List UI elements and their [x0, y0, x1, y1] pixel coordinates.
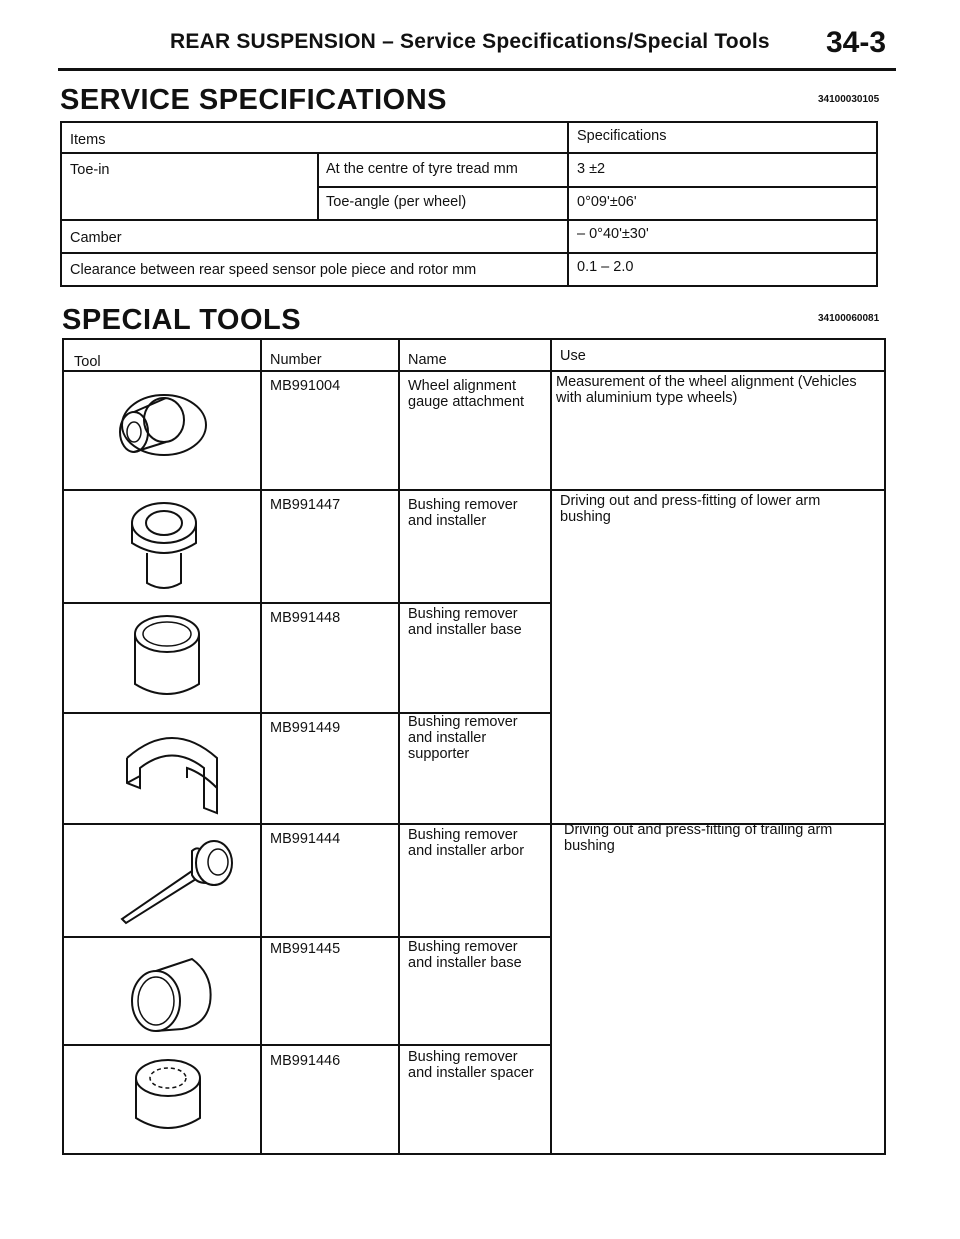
bushing-installer-base-icon — [124, 612, 214, 708]
column-header-number: Number — [270, 352, 322, 368]
spec-item-toe-in: Toe-in — [70, 162, 110, 178]
bushing-installer-supporter-icon — [112, 718, 232, 818]
tool-name: Bushing remover and installer base — [408, 939, 522, 971]
tool-name: Bushing remover and installer supporter — [408, 714, 518, 762]
tool-number: MB991004 — [270, 378, 341, 394]
tool-name: Bushing remover and installer — [408, 497, 518, 529]
spec-sub-item: Toe-angle (per wheel) — [326, 194, 467, 210]
tool-number: MB991444 — [270, 831, 341, 847]
tool-name: Bushing remover and installer spacer — [408, 1049, 534, 1081]
spec-value: – 0°40'±30' — [577, 226, 649, 242]
page-header-title: REAR SUSPENSION – Service Specifications/Special Tools — [170, 30, 770, 53]
tool-name: Wheel alignment gauge attachment — [408, 378, 525, 410]
service-specifications-code: 34100030105 — [818, 94, 880, 105]
tool-name: Bushing remover and installer base — [408, 606, 522, 638]
tool-number: MB991447 — [270, 497, 341, 513]
column-header-items: Items — [70, 132, 106, 148]
page-number: 34-3 — [826, 26, 887, 59]
bushing-installer-base-2-icon — [122, 945, 222, 1041]
wheel-alignment-gauge-attachment-icon — [104, 380, 214, 480]
bushing-installer-spacer-icon — [126, 1056, 216, 1144]
column-header-name: Name — [408, 352, 447, 368]
service-specifications-table — [60, 121, 878, 287]
special-tools-table — [62, 338, 886, 1155]
spec-value: 0.1 – 2.0 — [577, 259, 634, 275]
header-divider — [58, 68, 896, 71]
tool-use: Driving out and press-fitting of trailing arm bushing — [564, 822, 833, 854]
column-header-specifications: Specifications — [577, 128, 667, 144]
column-header-use: Use — [560, 348, 586, 364]
tool-number: MB991446 — [270, 1053, 341, 1069]
spec-sub-item: At the centre of tyre tread mm — [326, 161, 518, 177]
bushing-installer-arbor-icon — [114, 835, 244, 930]
spec-value: 3 ±2 — [577, 161, 606, 177]
spec-item-camber: Camber — [70, 230, 122, 246]
spec-value: 0°09'±06' — [577, 194, 637, 210]
special-tools-title: SPECIAL TOOLS — [62, 304, 302, 336]
spec-item-clearance: Clearance between rear speed sensor pole piece and rotor mm — [70, 262, 477, 278]
special-tools-code: 34100060081 — [818, 313, 880, 324]
tool-number: MB991445 — [270, 941, 341, 957]
tool-use: Driving out and press-fitting of lower arm bushing — [560, 493, 821, 525]
tool-number: MB991448 — [270, 610, 341, 626]
service-specifications-title: SERVICE SPECIFICATIONS — [60, 84, 447, 116]
tool-number: MB991449 — [270, 720, 341, 736]
bushing-remover-installer-icon — [119, 498, 209, 598]
tool-use: Measurement of the wheel alignment (Vehicles with aluminium type wheels) — [556, 374, 857, 406]
tool-name: Bushing remover and installer arbor — [408, 827, 525, 859]
column-header-tool: Tool — [74, 354, 101, 370]
